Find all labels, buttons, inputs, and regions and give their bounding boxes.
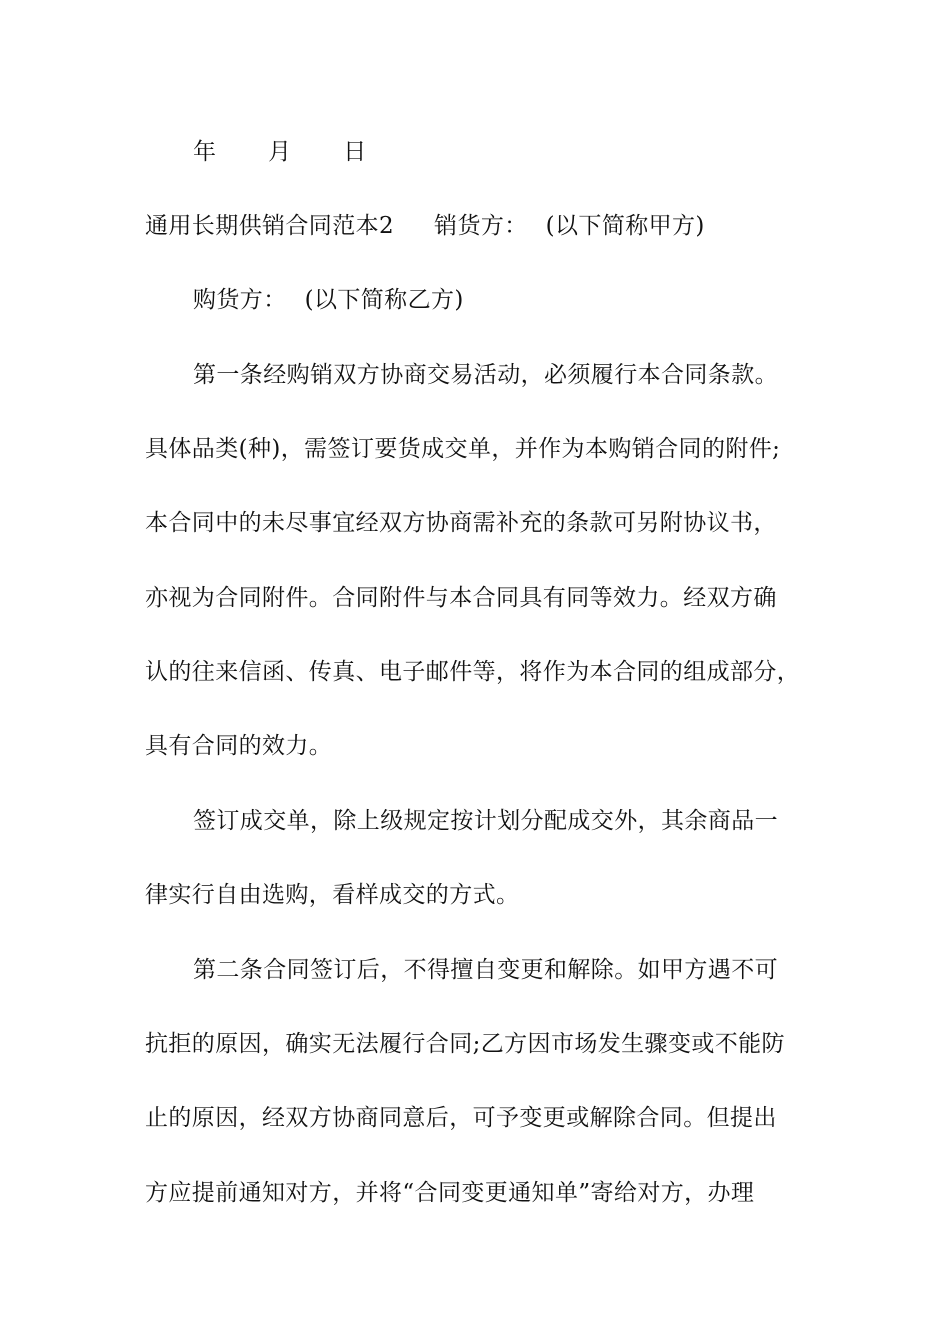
date-month: 月: [268, 139, 292, 165]
paragraph-line: 具体品类(种)，需签订要货成交单，并作为本购销合同的附件;: [145, 436, 781, 462]
paragraph-line: 具有合同的效力。: [145, 733, 333, 759]
buyer-line: [193, 285, 835, 315]
seller-note: (以下简称甲方): [545, 213, 705, 239]
buyer-label: 购货方：: [193, 287, 287, 313]
date-line: [193, 137, 835, 167]
paragraph-line: 亦视为合同附件。合同附件与本合同具有同等效力。经双方确: [145, 585, 777, 611]
paragraph-line: 第二条合同签订后，不得擅自变更和解除。如甲方遇不可: [193, 957, 778, 983]
paragraph-line: 律实行自由选购，看样成交的方式。: [145, 882, 520, 908]
paragraph-line: 第一条经购销双方协商交易活动，必须履行本合同条款。: [193, 362, 778, 388]
document-title: 通用长期供销合同范本2: [145, 213, 395, 239]
date-year: 年: [193, 139, 217, 165]
paragraph-line: 方应提前通知对方，并将“合同变更通知单”寄给对方，办理: [145, 1180, 755, 1206]
title-line: [145, 211, 835, 241]
seller-label: 销货方：: [434, 213, 528, 239]
paragraph-line: 签订成交单，除上级规定按计划分配成交外，其余商品一: [193, 808, 778, 834]
paragraph-line: 止的原因，经双方协商同意后，可予变更或解除合同。但提出: [145, 1105, 777, 1131]
paragraph-line: 本合同中的未尽事宜经双方协商需补充的条款可另附协议书，: [145, 510, 777, 536]
paragraph-line: 认的往来信函、传真、电子邮件等，将作为本合同的组成部分，: [145, 659, 801, 685]
date-day: 日: [343, 139, 367, 165]
buyer-note: (以下简称乙方): [304, 287, 464, 313]
paragraph-line: 抗拒的原因，确实无法履行合同;乙方因市场发生骤变或不能防: [145, 1031, 785, 1057]
